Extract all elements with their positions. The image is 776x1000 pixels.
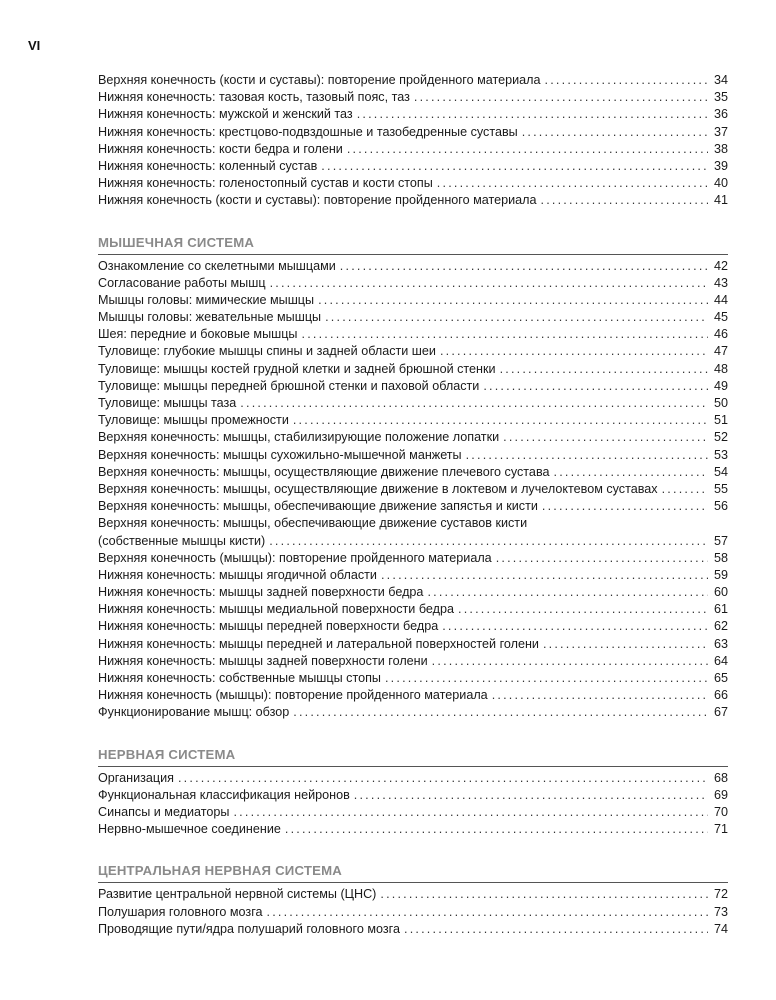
- toc-entry-title: Полушария головного мозга: [98, 904, 263, 919]
- toc-entry-title: Согласование работы мышц: [98, 275, 266, 290]
- toc-entry-page: 38: [713, 141, 728, 156]
- toc-entry[interactable]: [98, 361, 728, 378]
- toc-leader-dots: [178, 770, 708, 787]
- toc-entry-page: 50: [713, 396, 728, 410]
- toc-entry-page: 52: [713, 430, 728, 445]
- toc-entry-page: 48: [713, 361, 728, 376]
- toc-entry[interactable]: [98, 498, 728, 515]
- toc-entry-title: Синапсы и медиаторы: [98, 804, 230, 819]
- toc-leader-dots: [500, 361, 708, 378]
- toc-leader-dots: [492, 687, 708, 704]
- toc-entry-page: 39: [713, 158, 728, 173]
- section-entry-list: [98, 258, 728, 722]
- toc-entry-page: 49: [713, 378, 728, 393]
- toc-entry[interactable]: [98, 275, 728, 292]
- toc-entry-page: 64: [713, 653, 728, 668]
- toc-entry-page: 57: [713, 533, 728, 548]
- toc-leader-dots: [321, 158, 708, 175]
- toc-entry-title: Нижняя конечность: тазовая кость, тазовый пояс, таз: [98, 90, 410, 105]
- toc-section: [98, 746, 728, 839]
- toc-leader-dots: [340, 258, 708, 275]
- toc-entry[interactable]: [98, 326, 728, 343]
- toc-entry[interactable]: [98, 309, 728, 326]
- toc-entry[interactable]: [98, 804, 728, 821]
- toc-leader-dots: [325, 309, 708, 326]
- toc-entry-title: Нижняя конечность (мышцы): повторение пройденного материала: [98, 688, 488, 703]
- toc-entry[interactable]: [98, 141, 728, 158]
- toc-entry[interactable]: [98, 292, 728, 309]
- toc-entry-title: Нижняя конечность: мышцы ягодичной области: [98, 567, 377, 582]
- toc-entry-title: Туловище: мышцы передней брюшной стенки и паховой области: [98, 378, 480, 393]
- toc-entry[interactable]: [98, 429, 728, 446]
- toc-leader-dots: [442, 618, 708, 635]
- toc-leader-dots: [503, 429, 708, 446]
- toc-entry[interactable]: [98, 258, 728, 275]
- toc-entry-title: (собственные мышцы кисти): [98, 533, 266, 548]
- toc-leader-dots: [347, 141, 708, 158]
- toc-entry[interactable]: [98, 567, 728, 584]
- toc-entry[interactable]: [98, 412, 728, 429]
- toc-leader-dots: [542, 498, 708, 515]
- toc-leader-dots: [543, 636, 708, 653]
- toc-entry-title: Туловище: глубокие мышцы спины и задней области шеи: [98, 344, 436, 359]
- toc-entry[interactable]: [98, 636, 728, 653]
- toc-entry-title: Верхняя конечность: мышцы, обеспечивающие движение запястья и кисти: [98, 499, 538, 514]
- toc-entry[interactable]: [98, 481, 728, 498]
- toc-entry-title: Нижняя конечность: мышцы передней поверхности бедра: [98, 619, 439, 634]
- toc-entry-title: Организация: [98, 770, 174, 785]
- toc-entry-page: 35: [713, 90, 728, 105]
- toc-entry[interactable]: [98, 124, 728, 141]
- table-of-contents: [98, 72, 728, 938]
- toc-entry-title: Нижняя конечность: мышцы задней поверхности голени: [98, 653, 428, 668]
- toc-leader-dots: [267, 904, 708, 921]
- section-entry-list: [98, 886, 728, 938]
- toc-entry-page: 42: [713, 258, 728, 273]
- toc-entry[interactable]: [98, 584, 728, 601]
- toc-entry[interactable]: [98, 447, 728, 464]
- toc-entry-page: 74: [713, 921, 728, 936]
- toc-leader-dots: [240, 395, 708, 412]
- section-divider: [98, 254, 728, 255]
- toc-entry[interactable]: [98, 175, 728, 192]
- toc-entry-title: Нижняя конечность: мышцы задней поверхности бедра: [98, 585, 424, 600]
- toc-entry-page: 54: [713, 464, 728, 479]
- toc-leader-dots: [483, 378, 708, 395]
- toc-entry-title: Туловище: мышцы костей грудной клетки и задней брюшной стенки: [98, 361, 496, 376]
- toc-leader-dots: [662, 481, 708, 498]
- toc-entry[interactable]: [98, 904, 728, 921]
- toc-entry-page: 59: [713, 567, 728, 582]
- toc-entry-page: 41: [713, 193, 728, 208]
- toc-entry[interactable]: [98, 550, 728, 567]
- toc-entry-title: Нижняя конечность: собственные мышцы стопы: [98, 671, 381, 685]
- toc-entry-page: 62: [713, 619, 728, 634]
- toc-entry-page: 53: [713, 447, 728, 462]
- toc-leader-dots: [357, 106, 708, 123]
- toc-leader-dots: [285, 821, 708, 838]
- toc-entry[interactable]: [98, 515, 728, 532]
- section-entry-list: [98, 770, 728, 839]
- toc-entry-title: Ознакомление со скелетными мышцами: [98, 258, 336, 273]
- toc-entry-page: 44: [713, 292, 728, 307]
- toc-entry-page: 51: [713, 413, 728, 428]
- toc-leader-dots: [270, 275, 708, 292]
- toc-entry-page: 60: [713, 585, 728, 600]
- toc-leader-dots: [427, 584, 708, 601]
- toc-entry-title: Нижняя конечность: мышцы медиальной поверхности бедра: [98, 602, 454, 617]
- toc-leader-dots: [318, 292, 708, 309]
- toc-entry[interactable]: [98, 687, 728, 704]
- toc-entry-title: Нижняя конечность: мужской и женский таз: [98, 107, 353, 122]
- toc-entry-title: Верхняя конечность: мышцы, осуществляющие движение в локтевом и лучелоктевом суставах: [98, 481, 658, 496]
- toc-leader-dots: [522, 124, 708, 141]
- toc-intro-list: [98, 72, 728, 210]
- toc-leader-dots: [466, 447, 708, 464]
- toc-entry[interactable]: [98, 618, 728, 635]
- toc-leader-dots: [414, 89, 708, 106]
- toc-entry[interactable]: [98, 395, 728, 412]
- toc-entry-page: 65: [713, 671, 728, 685]
- toc-leader-dots: [269, 533, 708, 550]
- toc-entry[interactable]: [98, 192, 728, 209]
- toc-entry[interactable]: [98, 464, 728, 481]
- toc-entry[interactable]: [98, 704, 728, 721]
- toc-leader-dots: [545, 72, 708, 89]
- toc-leader-dots: [437, 175, 708, 192]
- toc-leader-dots: [496, 550, 708, 567]
- toc-leader-dots: [554, 464, 709, 481]
- toc-entry[interactable]: [98, 670, 728, 687]
- toc-entry-page: 36: [713, 107, 728, 122]
- page-number: VI: [28, 38, 41, 53]
- toc-entry-page: 70: [713, 804, 728, 819]
- section-heading: МЫШЕЧНАЯ СИСТЕМА: [98, 234, 255, 250]
- toc-leader-dots: [404, 921, 708, 938]
- toc-entry[interactable]: [98, 533, 728, 550]
- toc-entry-title: Верхняя конечность (кости и суставы): повторение пройденного материала: [98, 73, 541, 87]
- toc-entry-title: Верхняя конечность: мышцы, обеспечивающие движение суставов кисти: [98, 516, 528, 531]
- toc-entry-title: Функциональная классификация нейронов: [98, 787, 350, 802]
- toc-section: [98, 234, 728, 722]
- toc-leader-dots: [233, 804, 708, 821]
- toc-leader-dots: [354, 787, 708, 804]
- toc-entry[interactable]: [98, 821, 728, 838]
- toc-entry[interactable]: [98, 886, 728, 903]
- toc-entry[interactable]: [98, 787, 728, 804]
- toc-leader-dots: [541, 192, 708, 209]
- toc-entry[interactable]: [98, 921, 728, 938]
- toc-leader-dots: [293, 704, 708, 721]
- toc-entry-title: Шея: передние и боковые мышцы: [98, 327, 298, 342]
- toc-entry-title: Нижняя конечность: мышцы передней и латеральной поверхностей голени: [98, 636, 539, 651]
- toc-entry[interactable]: [98, 601, 728, 618]
- toc-entry-page: 47: [713, 344, 728, 359]
- toc-leader-dots: [432, 653, 708, 670]
- toc-entry[interactable]: [98, 89, 728, 106]
- toc-entry-title: Верхняя конечность (мышцы): повторение пройденного материала: [98, 550, 492, 565]
- toc-leader-dots: [440, 343, 708, 360]
- toc-entry-title: Верхняя конечность: мышцы, стабилизирующие положение лопатки: [98, 430, 500, 445]
- toc-entry[interactable]: [98, 72, 728, 89]
- toc-entry-title: Мышцы головы: мимические мышцы: [98, 292, 315, 307]
- toc-entry-title: Нервно-мышечное соединение: [98, 822, 281, 837]
- toc-entry[interactable]: [98, 343, 728, 360]
- toc-entry-title: Развитие центральной нервной системы (ЦНС): [98, 887, 377, 902]
- section-heading: НЕРВНАЯ СИСТЕМА: [98, 746, 236, 762]
- toc-entry-page: 61: [713, 602, 728, 617]
- toc-entry-page: 37: [713, 124, 728, 139]
- section-divider: [98, 882, 728, 883]
- toc-entry-title: Нижняя конечность: голеностопный сустав и кости стопы: [98, 176, 433, 191]
- toc-leader-dots: [385, 670, 708, 687]
- toc-entry[interactable]: [98, 378, 728, 395]
- toc-entry-title: Верхняя конечность: мышцы сухожильно-мышечной манжеты: [98, 447, 462, 462]
- toc-leader-dots: [302, 326, 709, 343]
- toc-entry-page: 40: [713, 176, 728, 191]
- toc-leader-dots: [380, 886, 708, 903]
- toc-entry-title: Нижняя конечность: крестцово-подвздошные и тазобедренные суставы: [98, 124, 518, 139]
- toc-entry-title: Функционирование мышц: обзор: [98, 705, 290, 720]
- toc-entry-title: Туловище: мышцы промежности: [98, 413, 289, 428]
- toc-entry-title: Нижняя конечность (кости и суставы): повторение пройденного материала: [98, 193, 537, 208]
- toc-entry-title: Туловище: мышцы таза: [98, 396, 237, 410]
- toc-leader-dots: [381, 567, 708, 584]
- toc-entry-page: 45: [713, 310, 728, 325]
- toc-leader-dots: [458, 601, 708, 618]
- toc-entry-page: 67: [713, 705, 728, 720]
- toc-entry-title: Мышцы головы: жевательные мышцы: [98, 310, 322, 325]
- toc-entry[interactable]: [98, 106, 728, 123]
- toc-entry-title: Проводящие пути/ядра полушарий головного мозга: [98, 921, 400, 936]
- toc-entry-page: 69: [713, 787, 728, 802]
- toc-entry-page: 46: [713, 327, 728, 342]
- toc-entry-page: 58: [713, 550, 728, 565]
- toc-entry-page: 66: [713, 688, 728, 703]
- toc-entry-page: 71: [713, 822, 728, 837]
- toc-entry[interactable]: [98, 653, 728, 670]
- toc-entry-page: 56: [713, 499, 728, 514]
- section-heading: ЦЕНТРАЛЬНАЯ НЕРВНАЯ СИСТЕМА: [98, 863, 343, 879]
- toc-entry-page: 73: [713, 904, 728, 919]
- toc-leader-dots: [293, 412, 708, 429]
- toc-entry-page: 72: [713, 887, 728, 902]
- toc-entry-page: 43: [713, 275, 728, 290]
- toc-entry-page: 68: [713, 770, 728, 785]
- toc-entry-page: 34: [713, 73, 728, 87]
- toc-sections: [98, 234, 728, 938]
- toc-entry[interactable]: [98, 158, 728, 175]
- toc-entry-title: Нижняя конечность: кости бедра и голени: [98, 141, 343, 156]
- section-divider: [98, 766, 728, 767]
- toc-entry[interactable]: [98, 770, 728, 787]
- toc-entry-page: 63: [713, 636, 728, 651]
- toc-entry-page: 55: [713, 481, 728, 496]
- toc-entry-title: Верхняя конечность: мышцы, осуществляющие движение плечевого сустава: [98, 464, 550, 479]
- toc-section: [98, 862, 728, 938]
- toc-entry-title: Нижняя конечность: коленный сустав: [98, 158, 318, 173]
